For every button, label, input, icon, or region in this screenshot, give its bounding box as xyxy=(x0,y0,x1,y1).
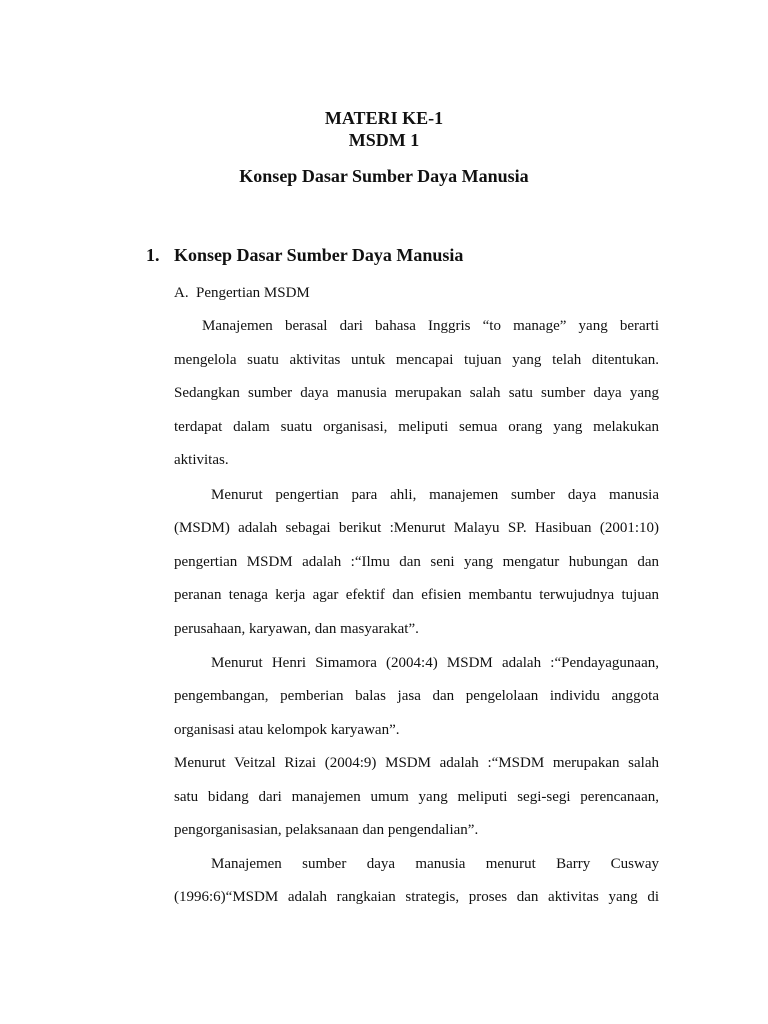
body-line: Menurut pengertian para ahli, manajemen sumber daya manusia xyxy=(211,487,659,503)
body-line: (MSDM) adalah sebagai berikut :Menurut Malayu SP. Hasibuan (2001:10) xyxy=(174,520,659,536)
document-subtitle: Konsep Dasar Sumber Daya Manusia xyxy=(239,166,529,186)
body-line: (1996:6)“MSDM adalah rangkaian strategis, proses dan aktivitas yang di xyxy=(174,889,659,905)
subsection-title: Pengertian MSDM xyxy=(196,285,310,301)
section-number: 1. xyxy=(146,245,160,265)
body-line: perusahaan, karyawan, dan masyarakat”. xyxy=(174,621,419,637)
body-line: aktivitas. xyxy=(174,452,229,468)
body-line: organisasi atau kelompok karyawan”. xyxy=(174,722,400,738)
document-title-line-2: MSDM 1 xyxy=(348,130,420,150)
body-line: Manajemen berasal dari bahasa Inggris “to manage” yang berarti xyxy=(202,318,659,334)
body-line: Manajemen sumber daya manusia menurut Barry Cusway xyxy=(211,856,659,872)
section-heading xyxy=(146,245,463,265)
body-line: mengelola suatu aktivitas untuk mencapai tujuan yang telah ditentukan. xyxy=(174,352,659,368)
body-line: Menurut Henri Simamora (2004:4) MSDM adalah :“Pendayagunaan, xyxy=(211,655,659,671)
body-line: Menurut Veitzal Rizai (2004:9) MSDM adalah :“MSDM merupakan salah xyxy=(174,755,659,771)
section-title: Konsep Dasar Sumber Daya Manusia xyxy=(174,245,464,265)
body-line: peranan tenaga kerja agar efektif dan efisien membantu terwujudnya tujuan xyxy=(174,587,659,603)
body-line: pengembangan, pemberian balas jasa dan pengelolaan individu anggota xyxy=(174,688,659,704)
subsection-letter: A. xyxy=(174,285,189,301)
document-title-line-1: MATERI KE-1 xyxy=(324,108,444,128)
body-line: terdapat dalam suatu organisasi, meliputi semua orang yang melakukan xyxy=(174,419,659,435)
body-line: satu bidang dari manajemen umum yang meliputi segi-segi perencanaan, xyxy=(174,789,659,805)
subsection-heading xyxy=(174,284,310,302)
body-line: Sedangkan sumber daya manusia merupakan salah satu sumber daya yang xyxy=(174,385,659,401)
body-line: pengertian MSDM adalah :“Ilmu dan seni yang mengatur hubungan dan xyxy=(174,554,659,570)
body-line: pengorganisasian, pelaksanaan dan pengendalian”. xyxy=(174,822,479,838)
